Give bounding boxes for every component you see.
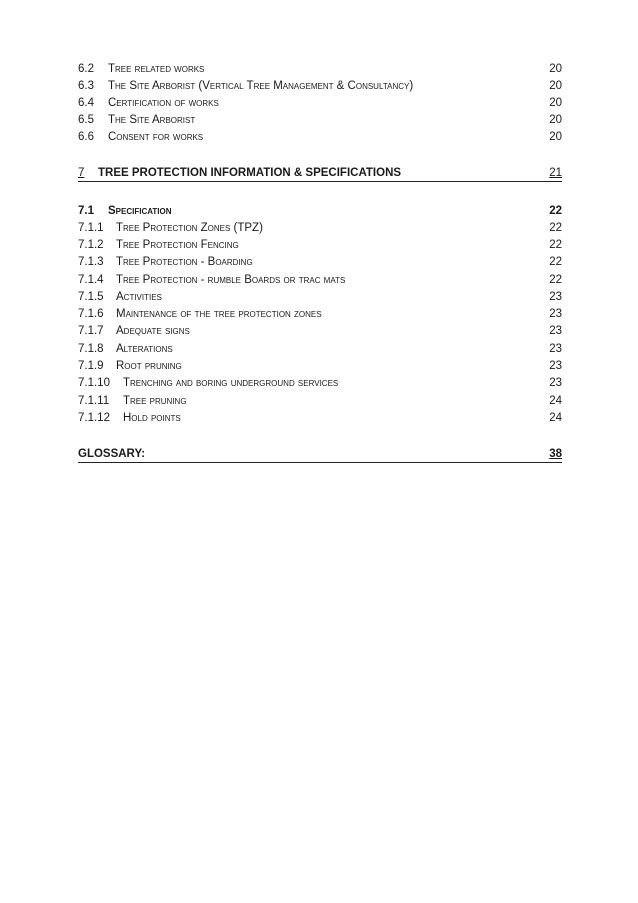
- toc-entry-number: 7.1.7: [78, 325, 104, 337]
- toc-entry[interactable]: [78, 95, 562, 112]
- toc-entry-number: 6.3: [78, 80, 94, 92]
- toc-entry-page: 20: [549, 131, 562, 143]
- toc-entry-page: 23: [549, 343, 562, 355]
- toc-entry[interactable]: [78, 323, 562, 340]
- toc-entry-title: Specification: [108, 205, 172, 217]
- toc-entry-title: Tree Protection - rumble Boards or trac mats: [116, 274, 346, 286]
- toc-entry-page: 22: [549, 239, 562, 251]
- toc-entry-title: Alterations: [116, 343, 173, 355]
- toc-entry-page: 24: [549, 395, 562, 407]
- toc-entry-page: 22: [549, 222, 562, 234]
- toc-entry-page: 22: [549, 256, 562, 268]
- toc-entry-title: Consent for works: [108, 131, 204, 143]
- toc-entry-page: 23: [549, 325, 562, 337]
- toc-entry-title: Adequate signs: [116, 325, 190, 337]
- toc-entry-title: The Site Arborist (Vertical Tree Management & Consultancy): [108, 80, 414, 92]
- toc-entry-page: 20: [549, 80, 562, 92]
- toc-entry-number: 7.1.8: [78, 343, 104, 355]
- toc-entry-page: 23: [549, 308, 562, 320]
- toc-entry-page: 23: [549, 377, 562, 389]
- toc-entry-number: 7.1.1: [78, 222, 104, 234]
- toc-entry-page: 23: [549, 291, 562, 303]
- toc-entry[interactable]: [78, 341, 562, 358]
- toc-entry[interactable]: [78, 306, 562, 323]
- toc-entry-number: 7.1.9: [78, 360, 104, 372]
- toc-entry[interactable]: [78, 78, 562, 95]
- toc-entry[interactable]: [78, 129, 562, 146]
- toc-glossary-title: GLOSSARY:: [78, 448, 146, 460]
- toc-entry-title: Tree Protection Fencing: [116, 239, 239, 251]
- toc-glossary-page: 38: [549, 448, 562, 460]
- toc-entry-number: 7.1.4: [78, 274, 104, 286]
- toc-entry-number: 7.1.12: [78, 412, 110, 424]
- toc-entry-page: 20: [549, 97, 562, 109]
- toc-entry[interactable]: [78, 61, 562, 78]
- toc-entry[interactable]: [78, 237, 562, 254]
- toc-entry-page: 23: [549, 360, 562, 372]
- toc-entry[interactable]: [78, 112, 562, 129]
- toc-entry-title: Tree Protection Zones (TPZ): [116, 222, 263, 234]
- toc-entry-page: 24: [549, 412, 562, 424]
- toc-entry-number: 7.1.11: [78, 395, 110, 407]
- toc-entry[interactable]: [78, 410, 562, 427]
- toc-entry[interactable]: [78, 272, 562, 289]
- toc-entry-title: Tree Protection - Boarding: [116, 256, 253, 268]
- toc-entry-page: 22: [549, 205, 562, 217]
- toc-entry-title: Tree pruning: [123, 395, 187, 407]
- toc-entry-number: 7.1.2: [78, 239, 104, 251]
- toc-entry-number: 6.5: [78, 114, 94, 126]
- toc-section-page: 21: [549, 167, 562, 179]
- toc-entry-title: Tree related works: [108, 63, 205, 75]
- toc-section-number: 7: [78, 167, 85, 179]
- toc-entry-page: 20: [549, 63, 562, 75]
- toc-section-heading[interactable]: [78, 165, 562, 182]
- toc-entry[interactable]: [78, 289, 562, 306]
- toc-entry-title: The Site Arborist: [108, 114, 196, 126]
- toc-entry[interactable]: [78, 358, 562, 375]
- toc-entry[interactable]: [78, 375, 562, 392]
- toc-entry-title: Activities: [116, 291, 162, 303]
- toc-entry-title: Trenching and boring underground services: [123, 377, 339, 389]
- toc-entry-number: 7.1.5: [78, 291, 104, 303]
- toc-subsection-heading[interactable]: [78, 203, 562, 220]
- toc-entry-number: 6.4: [78, 97, 94, 109]
- toc-entry-title: Root pruning: [116, 360, 182, 372]
- toc-entry-number: 6.6: [78, 131, 94, 143]
- toc-section-title: TREE PROTECTION INFORMATION & SPECIFICATIONS: [98, 167, 402, 179]
- toc-entry-title: Certification of works: [108, 97, 219, 109]
- toc-entry-number: 7.1: [78, 205, 94, 217]
- toc-entry-number: 7.1.10: [78, 377, 110, 389]
- toc-entry-number: 7.1.6: [78, 308, 104, 320]
- toc-entry-number: 6.2: [78, 63, 94, 75]
- toc-entry[interactable]: [78, 254, 562, 271]
- toc-entry[interactable]: [78, 220, 562, 237]
- toc-entry-page: 20: [549, 114, 562, 126]
- toc-entry-number: 7.1.3: [78, 256, 104, 268]
- toc-entry-page: 22: [549, 274, 562, 286]
- toc-entry[interactable]: [78, 393, 562, 410]
- toc-entry-title: Hold points: [123, 412, 181, 424]
- toc-glossary[interactable]: [78, 446, 562, 463]
- toc-entry-title: Maintenance of the tree protection zones: [116, 308, 322, 320]
